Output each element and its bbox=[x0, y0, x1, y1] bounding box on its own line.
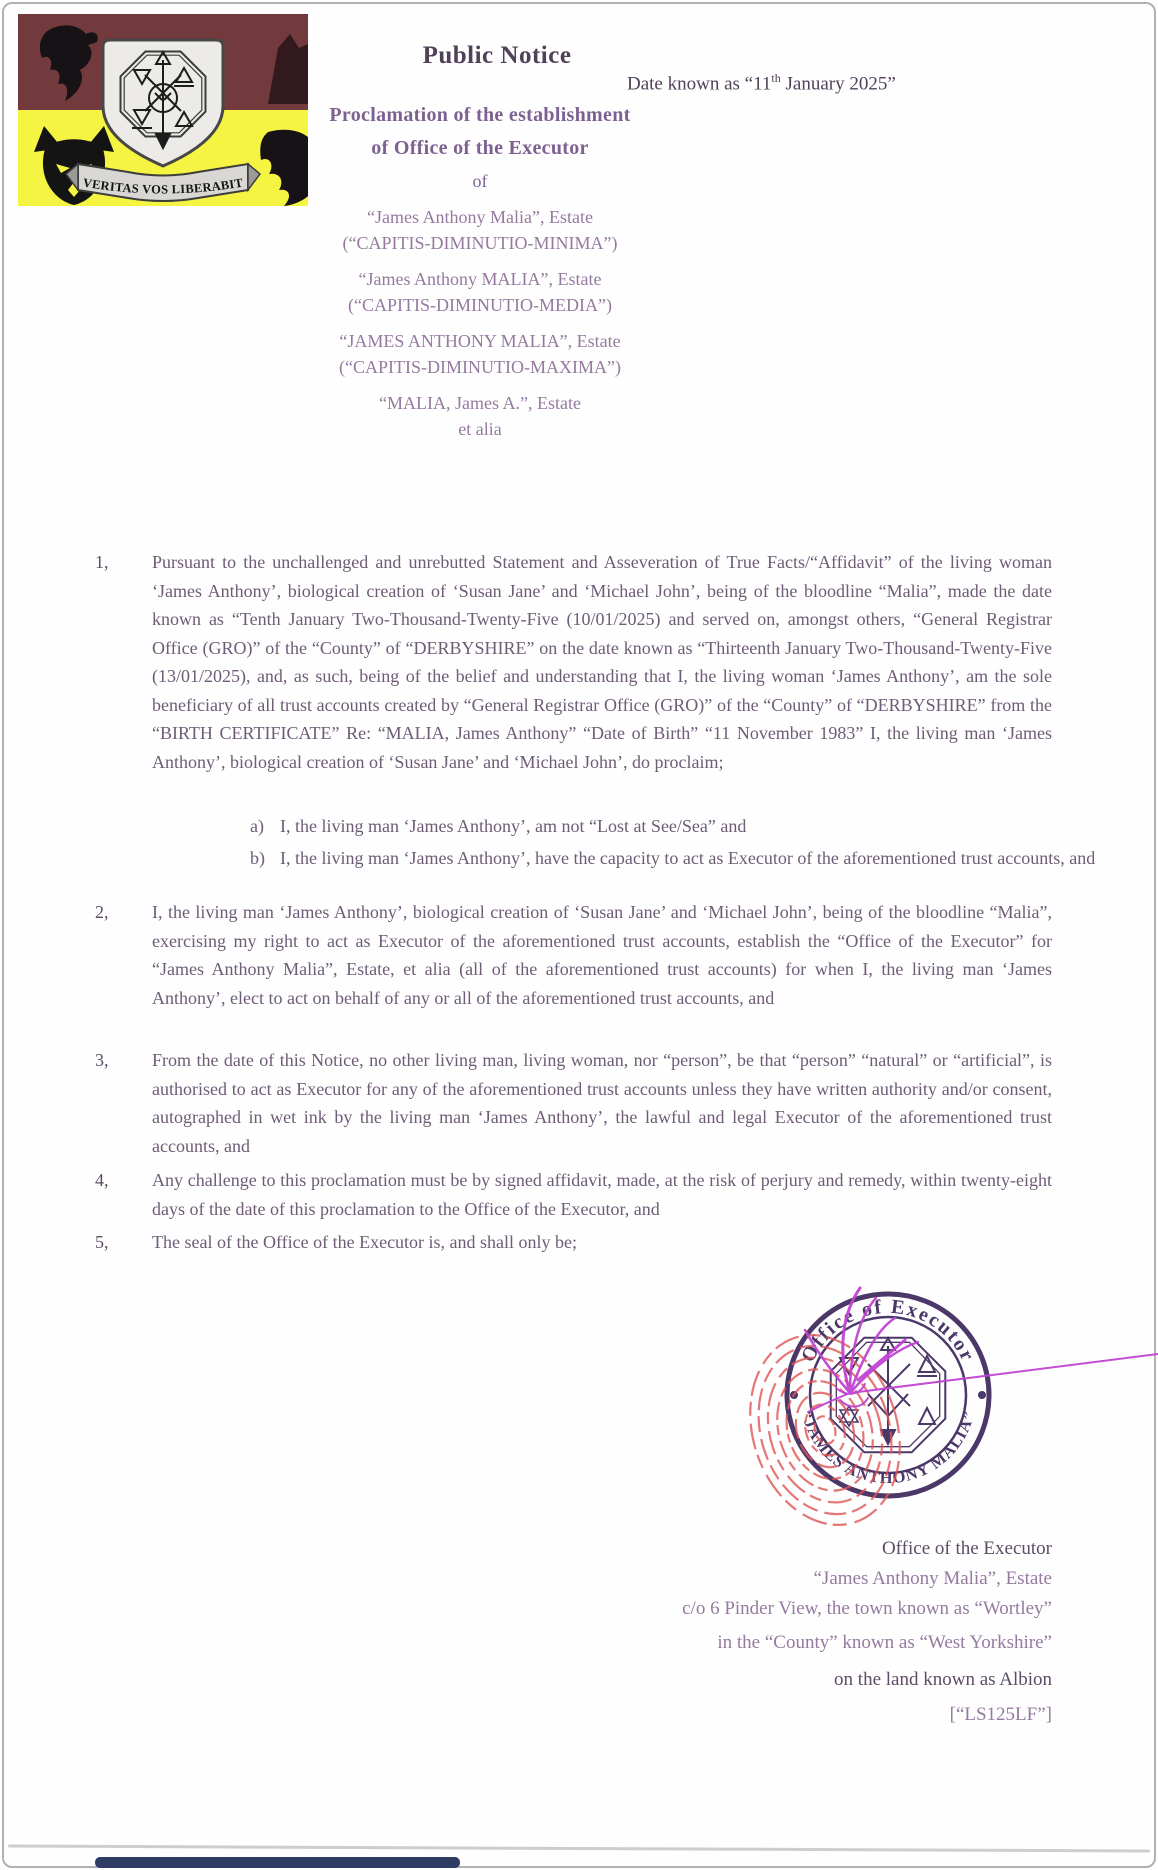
address-block bbox=[352, 1534, 1052, 1730]
item-number: 2, bbox=[95, 902, 109, 922]
address-line: in the “County” known as “West Yorkshire” bbox=[717, 1632, 1052, 1653]
date-ordinal: th bbox=[771, 71, 781, 85]
estate-name: “James Anthony Malia”, Estate bbox=[367, 207, 593, 227]
item-text: Any challenge to this proclamation must be by signed affidavit, made, at the risk of perjury and remedy, within twenty-eight days of the date of this proclamation to the Office of the Executor, and bbox=[152, 1170, 1052, 1219]
heading-of: of bbox=[472, 171, 488, 191]
estate-capitis: (“CAPITIS-DIMINUTIO-MEDIA”) bbox=[348, 295, 612, 315]
address-line: Office of the Executor bbox=[881, 1538, 1052, 1559]
estate-entry bbox=[230, 266, 730, 318]
subitem-a bbox=[250, 812, 1130, 841]
estate-name: “JAMES ANTHONY MALIA”, Estate bbox=[339, 331, 621, 351]
item-number: 1, bbox=[95, 552, 109, 572]
item-number: 4, bbox=[95, 1170, 109, 1190]
scan-edge-line bbox=[8, 1845, 1150, 1852]
estate-entry bbox=[230, 204, 730, 256]
estate-name: “MALIA, James A.”, Estate bbox=[379, 393, 581, 413]
date-prefix: Date known as “11 bbox=[627, 73, 772, 95]
proclamation-item-3 bbox=[95, 1046, 1052, 1160]
seal-arc-bottom-text: “JAMES ANTHONY MALIA” bbox=[797, 1408, 979, 1488]
proclamation-item-2 bbox=[95, 898, 1052, 1012]
item-number: 5, bbox=[95, 1232, 109, 1252]
subitem-text: I, the living man ‘James Anthony’, have the capacity to act as Executor of the aforementioned trust accounts, and bbox=[280, 848, 1096, 868]
estate-capitis: (“CAPITIS-DIMINUTIO-MINIMA”) bbox=[342, 233, 618, 253]
estate-name: “James Anthony MALIA”, Estate bbox=[358, 269, 602, 289]
estate-entry bbox=[230, 390, 730, 442]
subitem-text: I, the living man ‘James Anthony’, am not “Lost at See/Sea” and bbox=[280, 816, 747, 836]
subitem-label: a) bbox=[250, 816, 264, 836]
address-line: on the land known as Albion bbox=[834, 1669, 1052, 1690]
estate-list bbox=[230, 204, 730, 452]
date-line bbox=[627, 71, 896, 95]
horizontal-scrollbar-thumb[interactable] bbox=[95, 1857, 460, 1868]
address-line: c/o 6 Pinder View, the town known as “Wortley” bbox=[682, 1598, 1052, 1619]
executor-seal bbox=[690, 1280, 1158, 1530]
subitem-label: b) bbox=[250, 848, 265, 868]
estate-capitis: (“CAPITIS-DIMINUTIO-MAXIMA”) bbox=[339, 357, 621, 377]
proclamation-item-5 bbox=[95, 1228, 1052, 1257]
proclamation-item-4 bbox=[95, 1166, 1052, 1223]
item-text: Pursuant to the unchallenged and unrebutted Statement and Asseveration of True Facts/“Affidavit” of the living woman ‘James Anthony’, biological creation of ‘Susan Jane’ and ‘Michael John’, being of the bloodline “Malia”, made the date known as “Tenth January Two-Thousand-Twenty-Five (10/01/2025) and served on, amongst others, “General Registrar Office (GRO)” of the “County” of “DERBYSHIRE” on the date known as “Thirteenth January Two-Thousand-Twenty-Five (13/01/2025), and, as such, being of the belief and understanding that I, the living woman ‘James Anthony’, am the sole beneficiary of all trust accounts created by “General Registrar Office (GRO)” of the “County” of “DERBYSHIRE” from the “BIRTH CERTIFICATE” Re: “MALIA, James Anthony” “Date of Birth” “11 November 1983” I, the living man ‘James Anthony’, biological creation of ‘Susan Jane’ and ‘Michael John’, do proclaim; bbox=[152, 552, 1052, 772]
proclamation-item-1 bbox=[95, 548, 1052, 776]
estate-etalia: et alia bbox=[458, 419, 502, 439]
item-text: The seal of the Office of the Executor is, and shall only be; bbox=[152, 1232, 578, 1252]
item-text: From the date of this Notice, no other living man, living woman, nor “person”, be that “person” “natural” or “artificial”, is authorised to act as Executor for any of the aforementioned trust accounts unless they have written authority and/or consent, autographed in wet ink by the living man ‘James Anthony’, the lawful and legal Executor of the aforementioned trust accounts, and bbox=[152, 1050, 1052, 1156]
item-number: 3, bbox=[95, 1050, 109, 1070]
heading-proclamation-line1: Proclamation of the establishment bbox=[329, 104, 631, 126]
subitem-b bbox=[250, 844, 1130, 873]
motto-text: VERITAS VOS LIBERABIT bbox=[81, 175, 245, 197]
estate-entry bbox=[230, 328, 730, 380]
item-text: I, the living man ‘James Anthony’, biological creation of ‘Susan Jane’ and ‘Michael John’, being of the bloodline “Malia”, exercising my right to act as Executor of the aforementioned trust accounts, establish the “Office of the Executor” for “James Anthony Malia”, Estate, et alia (all of the aforementioned trust accounts) for when I, the living man ‘James Anthony’, elect to act on behalf of any or all of the aforementioned trust accounts, and bbox=[152, 902, 1052, 1008]
address-line: “James Anthony Malia”, Estate bbox=[813, 1568, 1052, 1589]
seal-arc-top-text: Office of Executor bbox=[796, 1295, 980, 1366]
heading-proclamation-line2: of Office of the Executor bbox=[371, 137, 589, 159]
page-title: Public Notice bbox=[422, 42, 572, 69]
date-suffix: January 2025” bbox=[780, 73, 896, 95]
address-postcode: [“LS125LF”] bbox=[949, 1704, 1052, 1725]
